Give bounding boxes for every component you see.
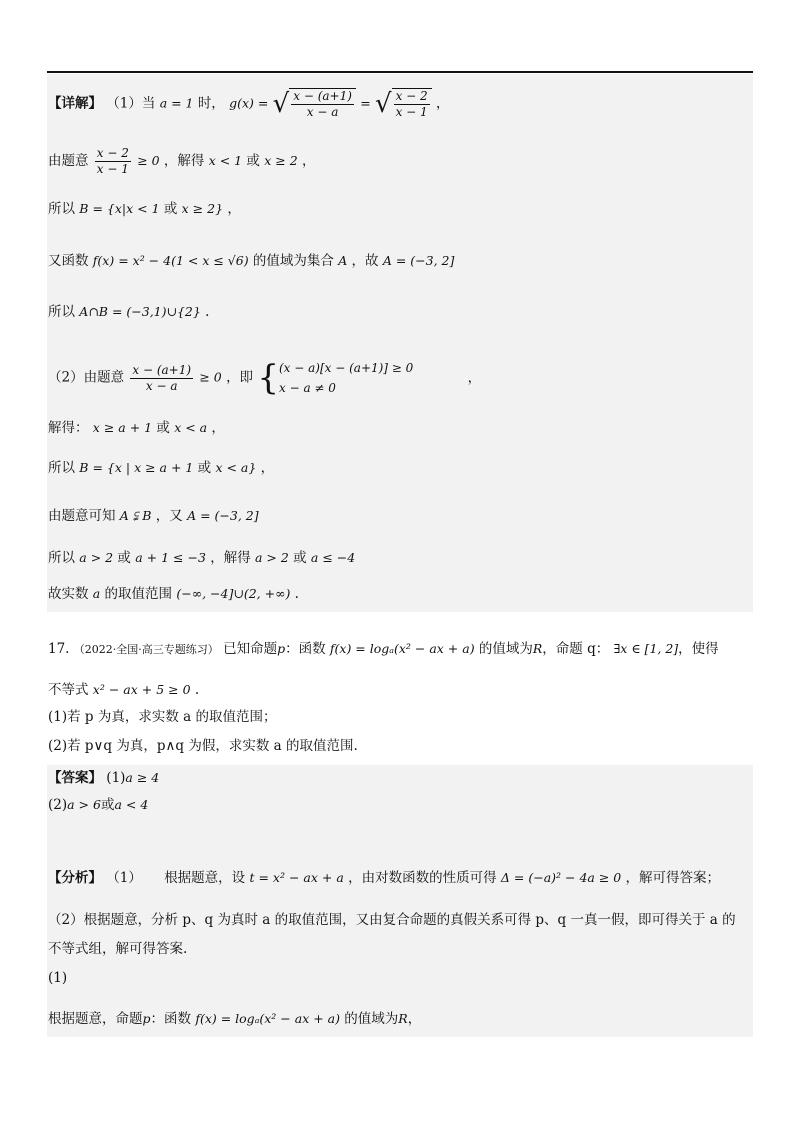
section-1-label: (1): [48, 970, 68, 986]
problem-source: （2022·全国·高三专题练习）: [73, 643, 219, 656]
problem-17-line-2: 不等式 x² − ax + 5 ≥ 0 .: [48, 682, 200, 698]
solution-line-9: 由题意可知 A ⫋ B ，又 A = (−3, 2]: [48, 508, 259, 524]
answer-line-2: (2)a > 6或a < 4: [48, 797, 149, 813]
solution-line-3: 所以 B = {x|x < 1 或 x ≥ 2} ，: [48, 201, 241, 217]
analysis-label: 【分析】: [48, 870, 102, 886]
solution-line-5: 所以 A∩B = (−3,1)∪{2} .: [48, 304, 210, 320]
answer-label: 【答案】: [48, 770, 102, 786]
solution-line-10: 所以 a > 2 或 a + 1 ≤ −3 ，解得 a > 2 或 a ≤ −4: [48, 550, 356, 566]
solution-line-7: 解得： x ≥ a + 1 或 x < a ，: [48, 420, 225, 436]
analysis-line-1: 【分析】 （1） 根据题意，设 t = x² − ax + a ，由对数函数的性质可得 Δ = (−a)² − 4a ≥ 0 ，解可得答案；: [48, 870, 721, 886]
fraction: $\frac{x - 2}{x - 1}$: [96, 146, 129, 176]
solution-line-6: （2）由题意 $\frac{x - (a+1)}{x - a}$ ≥ 0 ，即 { (x − a)[x − (a+1)] ≥ 0 x − a ≠ 0 ，: [48, 358, 482, 398]
system-brace: { (x − a)[x − (a+1)] ≥ 0 x − a ≠ 0: [257, 358, 414, 398]
problem-number: 17.: [48, 641, 70, 657]
answer-line-1: 【答案】 (1)a ≥ 4: [48, 770, 160, 786]
problem-17-question-2: (2)若 p∨q 为真，p∧q 为假，求实数 a 的取值范围.: [48, 738, 358, 754]
solution-line-8: 所以 B = {x | x ≥ a + 1 或 x < a} ，: [48, 460, 275, 476]
analysis-line-4: 根据题意，命题p：函数 f(x) = logₐ(x² − ax + a) 的值域为R，: [48, 1011, 422, 1027]
problem-17-question-1: (1)若 p 为真，求实数 a 的取值范围；: [48, 709, 277, 725]
analysis-line-2: （2）根据题意，分析 p、q 为真时 a 的取值范围，又由复合命题的真假关系可得 p、q 一真一假，即可得关于 a 的: [48, 912, 736, 928]
solution-line-4: 又函数 f(x) = x² − 4(1 < x ≤ √6) 的值域为集合 A ，故 A = (−3, 2]: [48, 253, 455, 269]
solution-line-2: 由题意 $\frac{x - 2}{x - 1}$ ≥ 0 ，解得 x < 1 或 x ≥ 2 ，: [48, 146, 316, 176]
detail-label: 【详解】: [48, 95, 102, 112]
problem-17-line-1: 17. （2022·全国·高三专题练习） 已知命题p：函数 f(x) = logₐ(x² − ax + a) 的值域为R，命题 q： ∃x ∈ [1, 2]，使得: [48, 641, 719, 657]
answer-shade: [47, 765, 753, 1037]
analysis-line-3: 不等式组，解可得答案.: [48, 941, 188, 957]
header-rule: [47, 71, 753, 73]
solution-line-1: 【详解】 （1）当 a = 1 时， g(x) = √ $\frac{x - (a+1)}{x - a}$ = √ $\frac{x - 2}{x - 1}$ ，: [48, 89, 450, 119]
sqrt-expression: √ $\frac{x - (a+1)}{x - a}$: [273, 88, 356, 120]
fraction-2: $\frac{x - (a+1)}{x - a}$: [132, 362, 192, 393]
sqrt-expression-2: √ $\frac{x - 2}{x - 1}$: [375, 88, 432, 120]
solution-line-11: 故实数 a 的取值范围 (−∞, −4]∪(2, +∞) .: [48, 586, 299, 602]
